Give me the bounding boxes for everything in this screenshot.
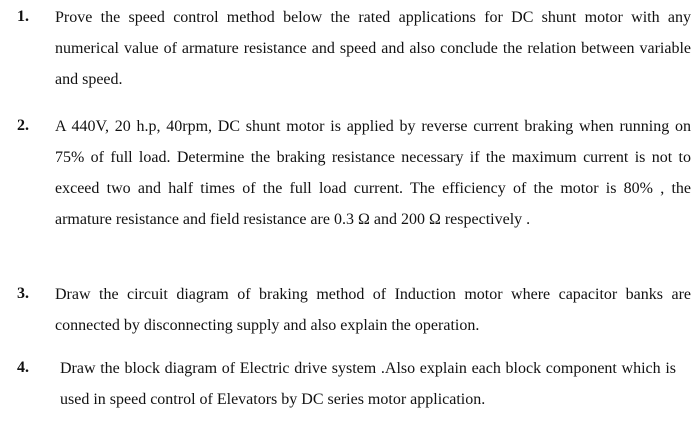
question-number: 2. <box>17 117 29 134</box>
question-text: Prove the speed control method below the rated applications for DC shunt motor with any numerical value of armature resistance and speed and also conclude the relation between variable and speed. <box>55 9 691 88</box>
question-text: Draw the circuit diagram of braking method of Induction motor where capacitor banks are connected by disconnecting supply and also explain the operation. <box>55 286 691 334</box>
question-number: 3. <box>17 285 29 302</box>
question-number: 1. <box>17 8 29 25</box>
question-text: Draw the block diagram of Electric drive system .Also explain each block component which is used in speed control of Elevators by DC series motor application. <box>60 360 676 408</box>
question-text: A 440V, 20 h.p, 40rpm, DC shunt motor is applied by reverse current braking when running on 75% of full load. Determine the braking resistance necessary if the maximum current is not to exceed two and half times of the full load current. The efficiency of the motor is 80% , the armature resistance and field resistance are 0.3 Ω and 200 Ω respectively . <box>55 118 691 228</box>
question-number: 4. <box>17 359 29 376</box>
